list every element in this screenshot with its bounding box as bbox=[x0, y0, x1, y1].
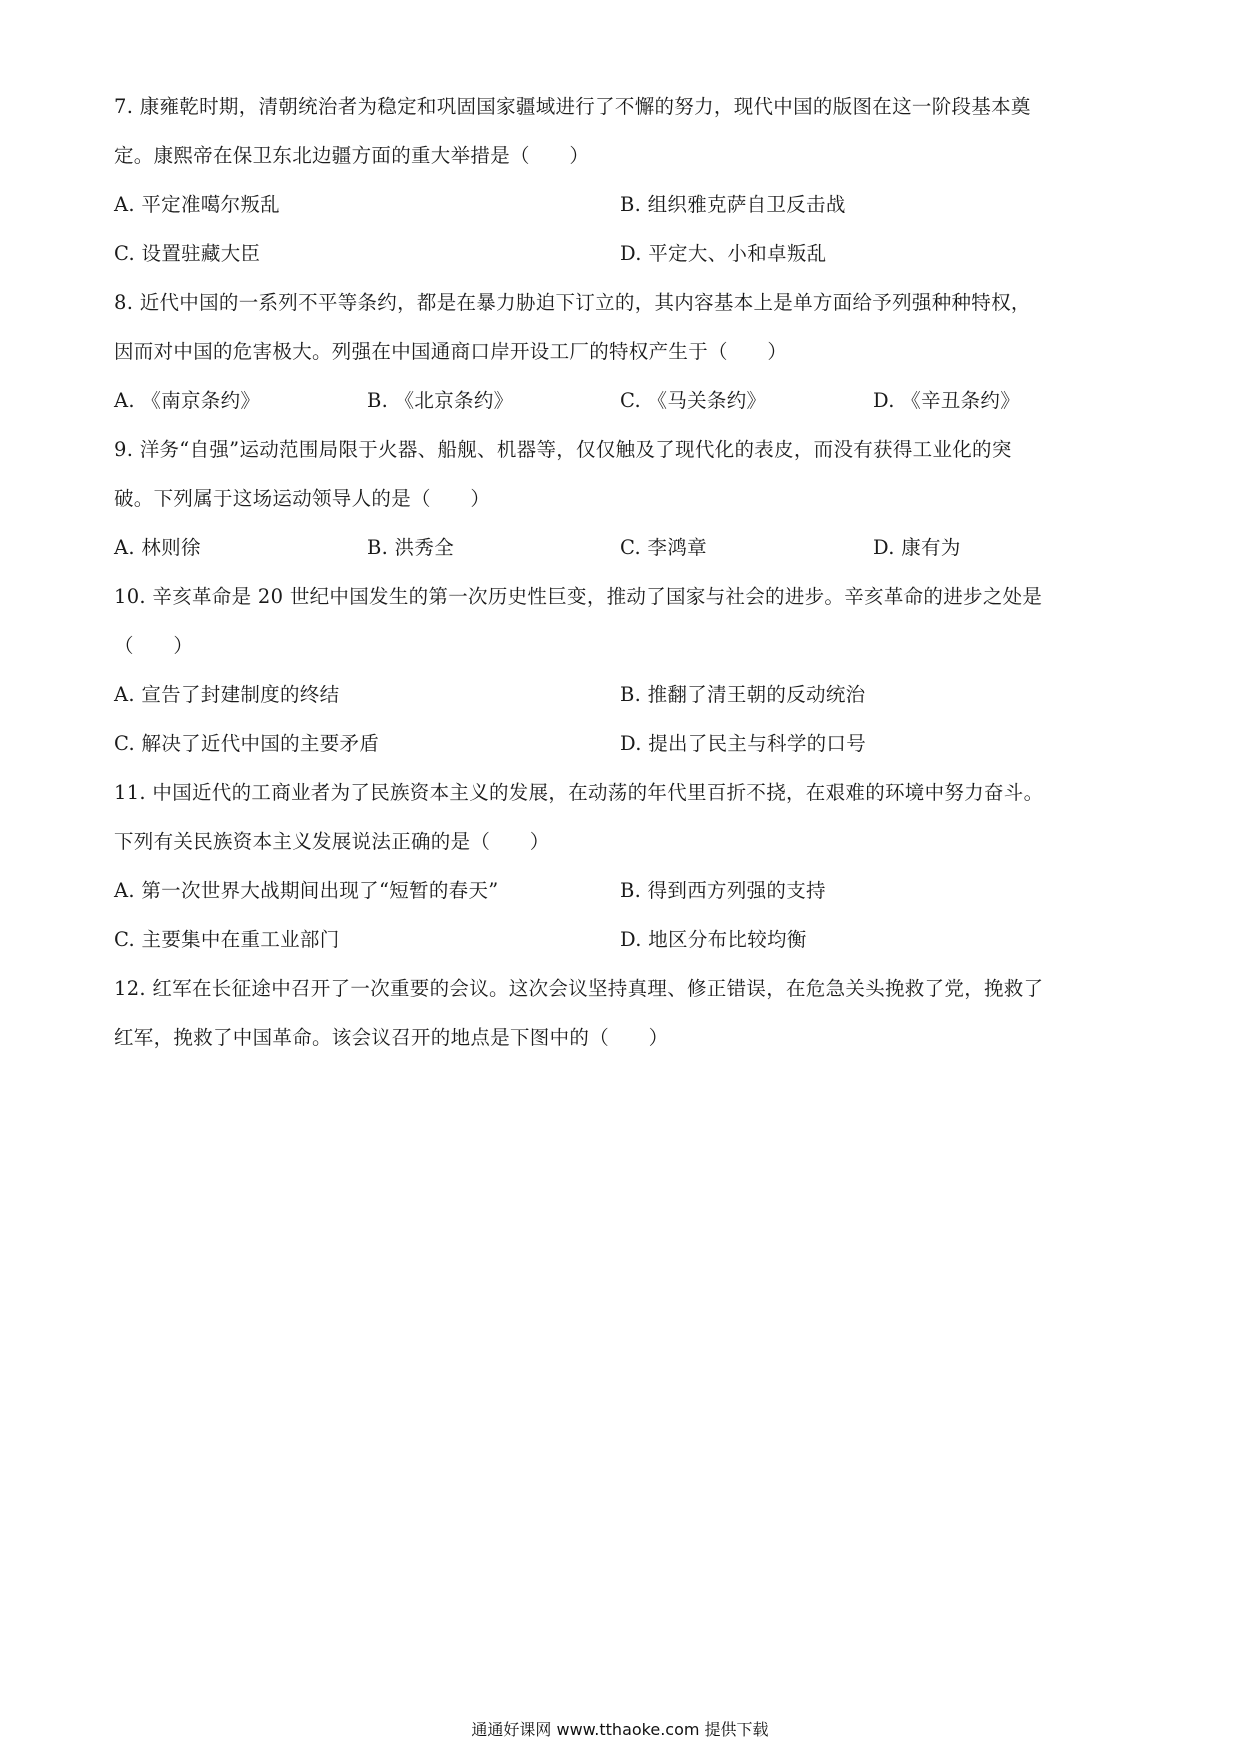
option-a: A. 《南京条约》 bbox=[114, 389, 261, 412]
page-footer: 通通好课网 www.tthaoke.com 提供下载 bbox=[471, 1720, 769, 1739]
option-c: C. 《马关条约》 bbox=[620, 389, 767, 412]
options-row bbox=[114, 670, 1130, 719]
option-a: A. 宣告了封建制度的终结 bbox=[114, 683, 340, 706]
option-d: D. 地区分布比较均衡 bbox=[620, 928, 807, 951]
question-stem-line: 11. 中国近代的工商业者为了民族资本主义的发展，在动荡的年代里百折不挠，在艰难的环境中努力奋斗。 bbox=[114, 781, 1044, 804]
option-b: B. 组织雅克萨自卫反击战 bbox=[620, 193, 846, 216]
question-stem-line: 8. 近代中国的一系列不平等条约，都是在暴力胁迫下订立的，其内容基本上是单方面给予列强种种特权， bbox=[114, 291, 1031, 314]
option-b: B. 《北京条约》 bbox=[367, 389, 514, 412]
question-11 bbox=[114, 768, 1130, 964]
options-row bbox=[114, 376, 1130, 425]
question-stem-line: 定。康熙帝在保卫东北边疆方面的重大举措是（ ） bbox=[114, 144, 590, 167]
options-row bbox=[114, 719, 1130, 768]
options-row bbox=[114, 523, 1130, 572]
option-b: B. 推翻了清王朝的反动统治 bbox=[620, 683, 866, 706]
option-b: B. 得到西方列强的支持 bbox=[620, 879, 826, 902]
question-stem-line: 7. 康雍乾时期，清朝统治者为稳定和巩固国家疆域进行了不懈的努力，现代中国的版图在这一阶段基本奠 bbox=[114, 95, 1031, 118]
option-a: A. 第一次世界大战期间出现了“短暂的春天” bbox=[114, 879, 499, 902]
question-8 bbox=[114, 278, 1130, 425]
question-stem-line: 下列有关民族资本主义发展说法正确的是（ ） bbox=[114, 830, 550, 853]
options-row bbox=[114, 915, 1130, 964]
option-b: B. 洪秀全 bbox=[367, 536, 455, 559]
question-stem-line: 10. 辛亥革命是 20 世纪中国发生的第一次历史性巨变，推动了国家与社会的进步。辛亥革命的进步之处是 bbox=[114, 585, 1043, 608]
question-stem-line: 破。下列属于这场运动领导人的是（ ） bbox=[114, 487, 491, 510]
options-row bbox=[114, 229, 1130, 278]
question-12 bbox=[114, 964, 1130, 1062]
question-stem-line: （ ） bbox=[114, 634, 194, 657]
option-d: D. 提出了民主与科学的口号 bbox=[620, 732, 867, 755]
options-row bbox=[114, 180, 1130, 229]
question-10 bbox=[114, 572, 1130, 768]
question-stem-line: 12. 红军在长征途中召开了一次重要的会议。这次会议坚持真理、修正错误，在危急关头挽救了党，挽救了 bbox=[114, 977, 1044, 1000]
question-7 bbox=[114, 82, 1130, 278]
option-a: A. 林则徐 bbox=[114, 536, 201, 559]
option-d: D. 《辛丑条约》 bbox=[873, 389, 1021, 412]
question-stem-line: 因而对中国的危害极大。列强在中国通商口岸开设工厂的特权产生于（ ） bbox=[114, 340, 788, 363]
option-d: D. 平定大、小和卓叛乱 bbox=[620, 242, 827, 265]
question-stem-line: 红军，挽救了中国革命。该会议召开的地点是下图中的（ ） bbox=[114, 1026, 669, 1049]
option-c: C. 主要集中在重工业部门 bbox=[114, 928, 340, 951]
option-a: A. 平定准噶尔叛乱 bbox=[114, 193, 280, 216]
option-d: D. 康有为 bbox=[873, 536, 961, 559]
question-stem-line: 9. 洋务“自强”运动范围局限于火器、船舰、机器等，仅仅触及了现代化的表皮，而没有获得工业化的突 bbox=[114, 438, 1012, 461]
question-9 bbox=[114, 425, 1130, 572]
option-c: C. 李鸿章 bbox=[620, 536, 707, 559]
option-c: C. 解决了近代中国的主要矛盾 bbox=[114, 732, 380, 755]
option-c: C. 设置驻藏大臣 bbox=[114, 242, 261, 265]
options-row bbox=[114, 866, 1130, 915]
